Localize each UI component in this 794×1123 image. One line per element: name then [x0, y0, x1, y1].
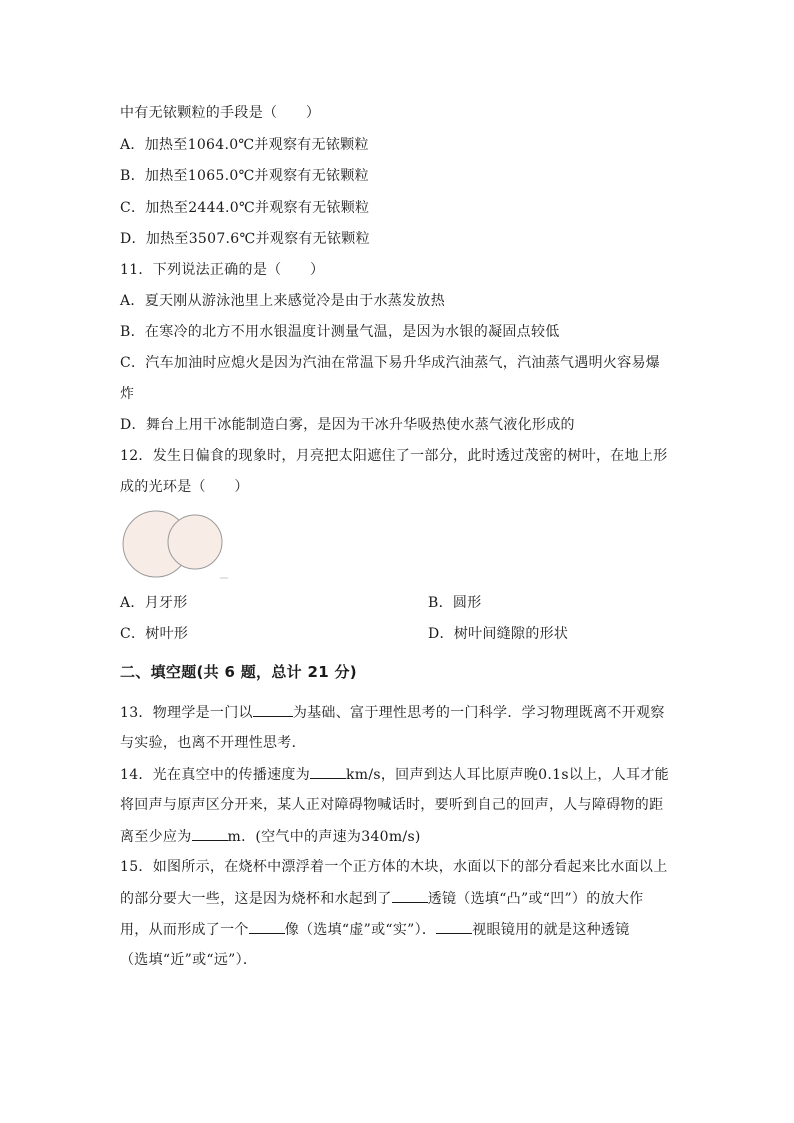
q15-text-a: 的部分要大一些，这是因为烧杯和水起到了 [120, 891, 392, 907]
q14-text-c: 离至少应为 [120, 829, 192, 845]
q13-text-a: 13．物理学是一门以 [120, 705, 253, 721]
q15-text-d: 像（选填“虚”或“实”）． [284, 922, 437, 938]
q14-text-d: m．(空气中的声速为340m/s) [227, 829, 421, 845]
q15-blank-1 [392, 888, 428, 903]
q15-line2 [120, 888, 643, 909]
q15-line4: （选填“近”或“远”）． [120, 952, 258, 968]
q12-option-b: B．圆形 [428, 595, 482, 611]
q12-option-d: D．树叶间缝隙的形状 [428, 626, 569, 642]
q12-options-row1 [120, 593, 482, 613]
q15-text-c: 用，从而形成了一个 [120, 922, 249, 938]
q15-blank-3 [436, 919, 472, 934]
eclipse-figure [120, 508, 230, 580]
q11-option-d: D．舞台上用干冰能制造白雾，是因为干冰升华吸热使水蒸气液化形成的 [120, 417, 575, 433]
q14-line2: 将回声与原声区分开来，某人正对障碍物喊话时，要听到自己的回声，人与障碍物的距 [120, 797, 664, 813]
q11-stem: 11．下列说法正确的是（ ） [120, 262, 325, 278]
q12-stem-line2: 成的光环是（ ） [120, 479, 249, 495]
q11-option-a: A．夏天刚从游泳池里上来感觉冷是由于水蒸发放热 [120, 293, 446, 309]
q11-option-c: C．汽车加油时应熄火是因为汽油在常温下易升华成汽油蒸气，汽油蒸气遇明火容易爆 [120, 355, 661, 371]
q13-text-b: 为基础、富于理性思考的一门科学．学习物理既离不开观察 [292, 705, 665, 721]
q14-blank-2 [192, 826, 228, 841]
q13-blank [253, 702, 293, 717]
q12-options-row2 [120, 624, 569, 644]
q10-option-d: D．加热至3507.6℃并观察有无铱颗粒 [120, 231, 370, 247]
q15-blank-2 [249, 919, 285, 934]
q10-option-a: A．加热至1064.0℃并观察有无铱颗粒 [120, 137, 369, 153]
q10-option-b: B．加热至1065.0℃并观察有无铱颗粒 [120, 168, 369, 184]
q15-text-b: 透镜（选填“凸”或“凹”）的放大作 [427, 891, 644, 907]
q15-text-e: 视眼镜用的就是这种透镜 [472, 922, 630, 938]
q14-text-b: km/s，回声到达人耳比原声晚0.1s以上，人耳才能 [346, 767, 669, 783]
q12-option-a: A．月牙形 [120, 595, 188, 611]
q10-stem-tail: 中有无铱颗粒的手段是（ ） [120, 105, 321, 121]
q10-option-c: C．加热至2444.0℃并观察有无铱颗粒 [120, 200, 370, 216]
q11-option-c-cont: 炸 [120, 386, 135, 402]
q13-line1 [120, 702, 665, 723]
q12-stem-line1: 12．发生日偏食的现象时，月亮把太阳遮住了一部分，此时透过茂密的树叶，在地上形 [120, 448, 668, 464]
q12-option-c: C．树叶形 [120, 626, 189, 642]
q14-line1 [120, 764, 669, 785]
q14-line3 [120, 826, 421, 847]
q15-line3 [120, 919, 630, 940]
q11-option-b: B．在寒冷的北方不用水银温度计测量气温，是因为水银的凝固点较低 [120, 324, 560, 340]
q13-line2: 与实验，也离不开理性思考． [120, 735, 306, 751]
moon-circle [168, 515, 222, 569]
section2-title: 二、填空题(共 6 题，总计 21 分) [120, 663, 357, 681]
q15-line1: 15．如图所示，在烧杯中漂浮着一个正方体的木块，水面以下的部分看起来比水面以上 [120, 859, 668, 875]
q14-text-a: 14．光在真空中的传播速度为 [120, 767, 311, 783]
q14-blank-1 [310, 764, 346, 779]
